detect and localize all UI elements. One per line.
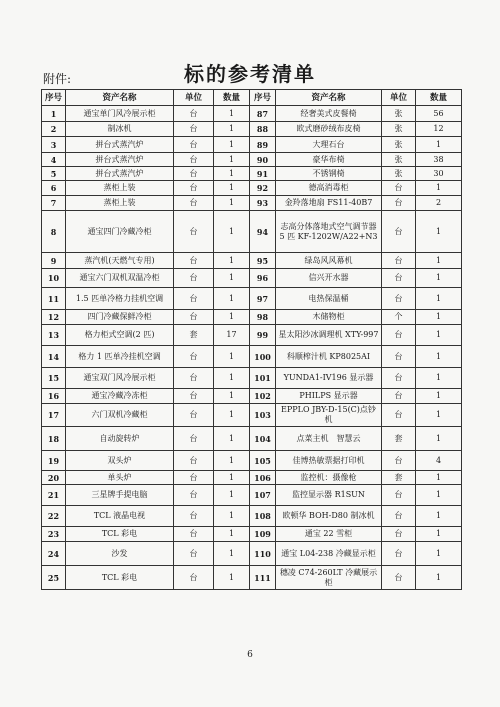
row-seq-cell: 24 (42, 542, 66, 566)
row-seq-cell: 87 (250, 106, 276, 122)
unit-cell: 台 (174, 106, 214, 122)
table-row (42, 310, 462, 325)
unit-cell: 套 (382, 471, 416, 485)
table-row (42, 196, 462, 211)
asset-name-cell: 通宝 L04-238 冷藏显示柜 (276, 542, 382, 566)
quantity-cell: 1 (416, 211, 462, 253)
asset-list-table (41, 89, 462, 590)
unit-cell: 台 (382, 485, 416, 506)
quantity-cell: 1 (416, 404, 462, 427)
row-seq-cell: 21 (42, 485, 66, 506)
asset-name-cell: 格力柜式空调(2 匹) (66, 325, 174, 346)
unit-cell: 台 (382, 181, 416, 196)
asset-name-cell: 佳博热敏票据打印机 (276, 451, 382, 471)
row-seq-cell: 94 (250, 211, 276, 253)
unit-cell: 台 (382, 389, 416, 404)
row-seq-cell: 110 (250, 542, 276, 566)
table-row (42, 485, 462, 506)
unit-cell: 台 (382, 566, 416, 590)
unit-cell: 台 (382, 368, 416, 389)
asset-name-cell: 绿岛风风幕机 (276, 253, 382, 269)
row-seq-cell: 13 (42, 325, 66, 346)
row-seq-cell: 22 (42, 506, 66, 527)
row-seq-cell: 14 (42, 346, 66, 368)
quantity-cell: 1 (214, 153, 250, 167)
row-seq-cell: 11 (42, 288, 66, 310)
table-row (42, 389, 462, 404)
column-header: 序号 (250, 90, 276, 106)
table-row (42, 566, 462, 590)
unit-cell: 台 (174, 310, 214, 325)
unit-cell: 台 (174, 137, 214, 153)
row-seq-cell: 16 (42, 389, 66, 404)
asset-name-cell: 蒸柜上装 (66, 196, 174, 211)
quantity-cell: 30 (416, 167, 462, 181)
asset-name-cell: 点菜主机 智慧云 (276, 427, 382, 451)
asset-name-cell: 双头炉 (66, 451, 174, 471)
unit-cell: 张 (382, 106, 416, 122)
unit-cell: 台 (174, 167, 214, 181)
quantity-cell: 1 (214, 368, 250, 389)
table-row (42, 471, 462, 485)
row-seq-cell: 8 (42, 211, 66, 253)
unit-cell: 台 (382, 346, 416, 368)
quantity-cell: 1 (214, 471, 250, 485)
asset-name-cell: 自动旋转炉 (66, 427, 174, 451)
quantity-cell: 1 (214, 196, 250, 211)
quantity-cell: 1 (416, 181, 462, 196)
row-seq-cell: 4 (42, 153, 66, 167)
unit-cell: 台 (174, 288, 214, 310)
table-row (42, 404, 462, 427)
row-seq-cell: 6 (42, 181, 66, 196)
quantity-cell: 1 (214, 181, 250, 196)
unit-cell: 台 (174, 211, 214, 253)
quantity-cell: 1 (214, 106, 250, 122)
table-row (42, 181, 462, 196)
quantity-cell: 1 (214, 346, 250, 368)
unit-cell: 个 (382, 310, 416, 325)
row-seq-cell: 9 (42, 253, 66, 269)
asset-name-cell: 监控机：摄像枪 (276, 471, 382, 485)
quantity-cell: 1 (214, 288, 250, 310)
row-seq-cell: 95 (250, 253, 276, 269)
unit-cell: 台 (174, 269, 214, 288)
table-row (42, 137, 462, 153)
quantity-cell: 1 (214, 310, 250, 325)
document-title: 标的参考清单 (184, 62, 316, 86)
quantity-cell: 1 (416, 485, 462, 506)
unit-cell: 台 (174, 253, 214, 269)
row-seq-cell: 93 (250, 196, 276, 211)
quantity-cell: 1 (214, 542, 250, 566)
unit-cell: 台 (174, 196, 214, 211)
row-seq-cell: 101 (250, 368, 276, 389)
asset-name-cell: 三星牌手提电脑 (66, 485, 174, 506)
row-seq-cell: 97 (250, 288, 276, 310)
table-header-row (42, 90, 462, 106)
row-seq-cell: 98 (250, 310, 276, 325)
quantity-cell: 1 (214, 167, 250, 181)
table-row (42, 527, 462, 542)
unit-cell: 台 (174, 122, 214, 137)
quantity-cell: 1 (214, 122, 250, 137)
quantity-cell: 1 (416, 427, 462, 451)
row-seq-cell: 92 (250, 181, 276, 196)
column-header: 单位 (174, 90, 214, 106)
unit-cell: 台 (174, 404, 214, 427)
unit-cell: 台 (174, 181, 214, 196)
quantity-cell: 1 (214, 451, 250, 471)
quantity-cell: 2 (416, 196, 462, 211)
asset-name-cell: 通宝单门风冷展示柜 (66, 106, 174, 122)
unit-cell: 台 (382, 325, 416, 346)
column-header: 数量 (214, 90, 250, 106)
table-row (42, 368, 462, 389)
quantity-cell: 1 (214, 137, 250, 153)
quantity-cell: 1 (416, 137, 462, 153)
unit-cell: 台 (382, 404, 416, 427)
unit-cell: 台 (382, 196, 416, 211)
asset-name-cell: 星太阳沙冰调理机 XTY-997 (276, 325, 382, 346)
table-row (42, 106, 462, 122)
unit-cell: 台 (174, 389, 214, 404)
quantity-cell: 1 (214, 566, 250, 590)
row-seq-cell: 103 (250, 404, 276, 427)
table-row (42, 451, 462, 471)
table-row (42, 269, 462, 288)
table-row (42, 346, 462, 368)
asset-name-cell: 单头炉 (66, 471, 174, 485)
quantity-cell: 1 (416, 389, 462, 404)
row-seq-cell: 19 (42, 451, 66, 471)
quantity-cell: 1 (416, 288, 462, 310)
quantity-cell: 1 (416, 325, 462, 346)
asset-name-cell: 德高消毒柜 (276, 181, 382, 196)
quantity-cell: 1 (214, 506, 250, 527)
row-seq-cell: 96 (250, 269, 276, 288)
unit-cell: 台 (174, 368, 214, 389)
asset-name-cell: 沙发 (66, 542, 174, 566)
unit-cell: 台 (174, 485, 214, 506)
quantity-cell: 1 (214, 389, 250, 404)
row-seq-cell: 100 (250, 346, 276, 368)
unit-cell: 台 (174, 527, 214, 542)
row-seq-cell: 20 (42, 471, 66, 485)
table-row (42, 153, 462, 167)
asset-name-cell: 通宝六门双机双温冷柜 (66, 269, 174, 288)
quantity-cell: 56 (416, 106, 462, 122)
asset-name-cell: 信兴开水器 (276, 269, 382, 288)
asset-name-cell: 经奢美式皮餐椅 (276, 106, 382, 122)
unit-cell: 台 (382, 451, 416, 471)
unit-cell: 台 (174, 451, 214, 471)
table-row (42, 325, 462, 346)
attachment-label: 附件: (43, 72, 72, 86)
row-seq-cell: 106 (250, 471, 276, 485)
table-row (42, 288, 462, 310)
unit-cell: 台 (174, 153, 214, 167)
row-seq-cell: 109 (250, 527, 276, 542)
unit-cell: 台 (174, 566, 214, 590)
table-row (42, 122, 462, 137)
row-seq-cell: 12 (42, 310, 66, 325)
quantity-cell: 1 (416, 542, 462, 566)
asset-name-cell: EPPLO JBY-D-15(C)点钞机 (276, 404, 382, 427)
asset-name-cell: 拼台式蒸汽炉 (66, 167, 174, 181)
row-seq-cell: 99 (250, 325, 276, 346)
unit-cell: 台 (382, 211, 416, 253)
column-header: 序号 (42, 90, 66, 106)
row-seq-cell: 18 (42, 427, 66, 451)
quantity-cell: 1 (416, 310, 462, 325)
quantity-cell: 1 (214, 211, 250, 253)
row-seq-cell: 102 (250, 389, 276, 404)
asset-name-cell: 欧式磨砂绒布皮椅 (276, 122, 382, 137)
unit-cell: 套 (174, 325, 214, 346)
table-row (42, 167, 462, 181)
row-seq-cell: 88 (250, 122, 276, 137)
asset-name-cell: 欧顿华 BOH-D80 制冰机 (276, 506, 382, 527)
row-seq-cell: 107 (250, 485, 276, 506)
asset-name-cell: 木储物柜 (276, 310, 382, 325)
asset-name-cell: 不锈钢椅 (276, 167, 382, 181)
column-header: 单位 (382, 90, 416, 106)
unit-cell: 张 (382, 167, 416, 181)
row-seq-cell: 25 (42, 566, 66, 590)
unit-cell: 台 (174, 346, 214, 368)
quantity-cell: 4 (416, 451, 462, 471)
quantity-cell: 1 (416, 346, 462, 368)
asset-name-cell: 格力 1 匹单冷挂机空调 (66, 346, 174, 368)
asset-name-cell: PHILPS 显示器 (276, 389, 382, 404)
column-header: 资产名称 (66, 90, 174, 106)
asset-name-cell: 通宝双门风冷展示柜 (66, 368, 174, 389)
asset-name-cell: 通宝冷藏冷冻柜 (66, 389, 174, 404)
quantity-cell: 17 (214, 325, 250, 346)
asset-name-cell: 拼台式蒸汽炉 (66, 153, 174, 167)
asset-name-cell: 科顺榨汁机 KP8025AI (276, 346, 382, 368)
quantity-cell: 38 (416, 153, 462, 167)
row-seq-cell: 111 (250, 566, 276, 590)
quantity-cell: 1 (416, 471, 462, 485)
unit-cell: 台 (382, 506, 416, 527)
row-seq-cell: 2 (42, 122, 66, 137)
quantity-cell: 1 (416, 269, 462, 288)
row-seq-cell: 7 (42, 196, 66, 211)
quantity-cell: 1 (214, 253, 250, 269)
table-row (42, 542, 462, 566)
unit-cell: 台 (382, 542, 416, 566)
asset-name-cell: YUNDA1-IV196 显示器 (276, 368, 382, 389)
asset-name-cell: 穗凌 C74-260LT 冷藏展示柜 (276, 566, 382, 590)
asset-name-cell: 拼台式蒸汽炉 (66, 137, 174, 153)
row-seq-cell: 5 (42, 167, 66, 181)
asset-name-cell: 1.5 匹单冷格力挂机空调 (66, 288, 174, 310)
row-seq-cell: 105 (250, 451, 276, 471)
row-seq-cell: 17 (42, 404, 66, 427)
asset-name-cell: 电热保温桶 (276, 288, 382, 310)
unit-cell: 套 (382, 427, 416, 451)
row-seq-cell: 89 (250, 137, 276, 153)
row-seq-cell: 104 (250, 427, 276, 451)
asset-name-cell: 四门冷藏保鲜冷柜 (66, 310, 174, 325)
row-seq-cell: 10 (42, 269, 66, 288)
unit-cell: 张 (382, 122, 416, 137)
asset-name-cell: 监控显示器 R1SUN (276, 485, 382, 506)
quantity-cell: 1 (416, 253, 462, 269)
quantity-cell: 1 (416, 566, 462, 590)
asset-name-cell: 大理石台 (276, 137, 382, 153)
column-header: 数量 (416, 90, 462, 106)
quantity-cell: 1 (214, 485, 250, 506)
unit-cell: 台 (174, 542, 214, 566)
unit-cell: 台 (174, 471, 214, 485)
row-seq-cell: 91 (250, 167, 276, 181)
asset-name-cell: 蒸柜上装 (66, 181, 174, 196)
quantity-cell: 1 (214, 427, 250, 451)
asset-name-cell: 通宝 22 雪柜 (276, 527, 382, 542)
row-seq-cell: 90 (250, 153, 276, 167)
unit-cell: 台 (382, 288, 416, 310)
row-seq-cell: 1 (42, 106, 66, 122)
asset-name-cell: 豪华布椅 (276, 153, 382, 167)
asset-name-cell: 志高分体落地式空气调节器 5 匹 KF-1202W/A22+N3 (276, 211, 382, 253)
page-number: 6 (247, 650, 253, 660)
unit-cell: 台 (174, 506, 214, 527)
asset-name-cell: 通宝四门冷藏冷柜 (66, 211, 174, 253)
unit-cell: 张 (382, 153, 416, 167)
row-seq-cell: 3 (42, 137, 66, 153)
quantity-cell: 12 (416, 122, 462, 137)
table-row (42, 506, 462, 527)
asset-name-cell: TCL 彩电 (66, 527, 174, 542)
unit-cell: 台 (382, 253, 416, 269)
asset-name-cell: TCL 液晶电视 (66, 506, 174, 527)
table-row (42, 211, 462, 253)
row-seq-cell: 108 (250, 506, 276, 527)
unit-cell: 台 (382, 269, 416, 288)
unit-cell: 张 (382, 137, 416, 153)
row-seq-cell: 15 (42, 368, 66, 389)
row-seq-cell: 23 (42, 527, 66, 542)
asset-name-cell: 蒸汽机(天燃气专用) (66, 253, 174, 269)
unit-cell: 台 (382, 527, 416, 542)
column-header: 资产名称 (276, 90, 382, 106)
table-row (42, 427, 462, 451)
asset-name-cell: 金羚落地扇 FS11-40B7 (276, 196, 382, 211)
asset-name-cell: 制冰机 (66, 122, 174, 137)
quantity-cell: 1 (214, 404, 250, 427)
quantity-cell: 1 (416, 527, 462, 542)
quantity-cell: 1 (214, 269, 250, 288)
quantity-cell: 1 (416, 506, 462, 527)
quantity-cell: 1 (416, 368, 462, 389)
table-row (42, 253, 462, 269)
table-body (42, 106, 462, 590)
asset-name-cell: TCL 彩电 (66, 566, 174, 590)
unit-cell: 台 (174, 427, 214, 451)
asset-name-cell: 六门双机冷藏柜 (66, 404, 174, 427)
quantity-cell: 1 (214, 527, 250, 542)
